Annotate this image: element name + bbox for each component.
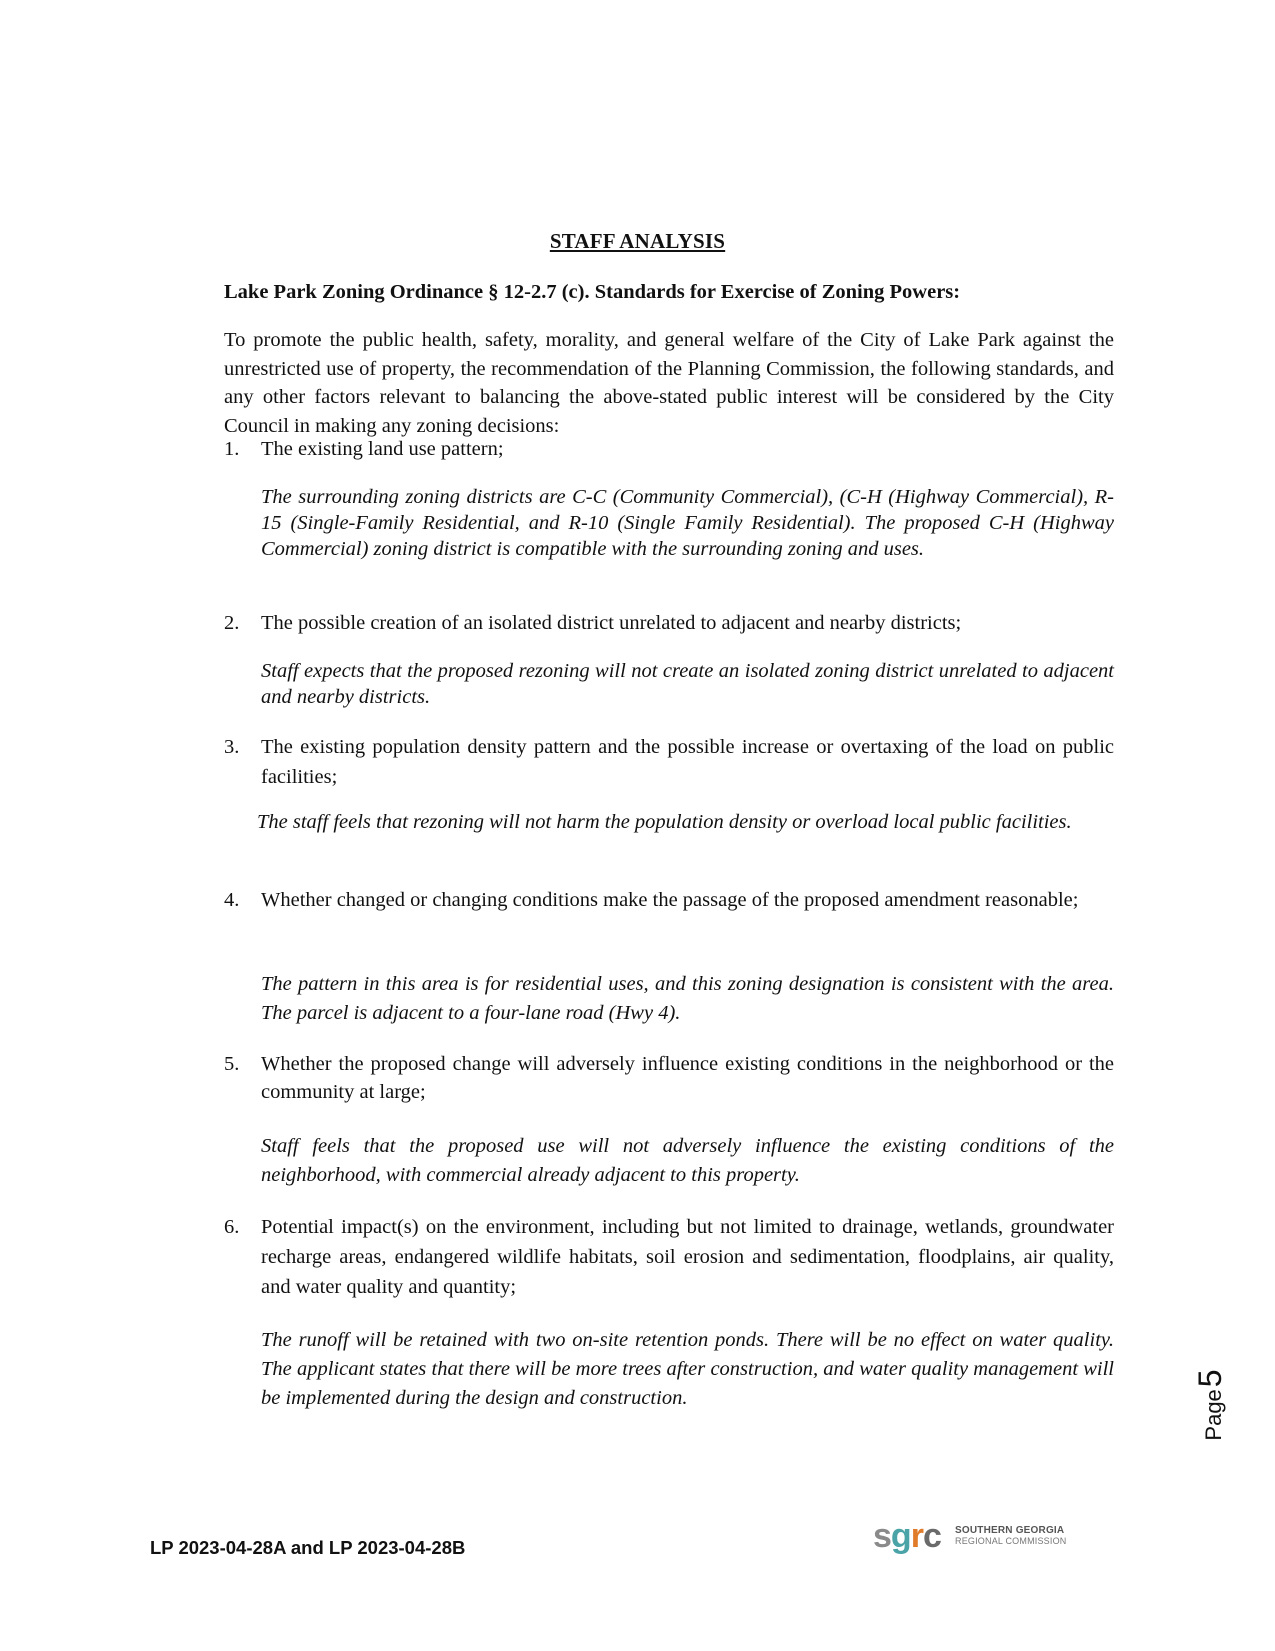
staff-response-4: The pattern in this area is for residential uses, and this zoning designation is consistent with the area. The parcel is adjacent to a four-lane road (Hwy 4).: [261, 973, 1114, 1024]
item-text: The existing population density pattern and the possible increase or overtaxing of the load on public facilities;: [261, 736, 1114, 788]
case-number-footer: LP 2023-04-28A and LP 2023-04-28B: [150, 1537, 466, 1558]
item-text: Potential impact(s) on the environment, including but not limited to drainage, wetlands, groundwater recharge areas, endangered wildlife habitats, soil erosion and sedimentation, floodplains, air quality, and water quality and quantity;: [261, 1216, 1114, 1298]
standard-item-6: [224, 1212, 1114, 1302]
item-number: 6.: [224, 1216, 240, 1238]
staff-response-3: The staff feels that rezoning will not harm the population density or overload local public facilities.: [257, 811, 1072, 833]
standard-item-5: [224, 1050, 1114, 1106]
item-text: Whether changed or changing conditions make the passage of the proposed amendment reasonable;: [261, 889, 1079, 911]
item-number: 2.: [224, 612, 240, 634]
sgrc-logo-icon: [873, 1515, 953, 1559]
item-text: Whether the proposed change will adversely influence existing conditions in the neighborhood or the community at large;: [261, 1053, 1114, 1103]
item-text: The possible creation of an isolated district unrelated to adjacent and nearby districts;: [261, 612, 962, 634]
standard-item-2: [224, 608, 1114, 638]
page-number-value: 5: [1192, 1369, 1228, 1388]
staff-response-2: Staff expects that the proposed rezoning will not create an isolated zoning district unrelated to adjacent and nearby districts.: [261, 660, 1114, 708]
page-word: Page: [1201, 1389, 1226, 1441]
staff-response-5: Staff feels that the proposed use will not adversely influence the existing conditions of the neighborhood, with commercial already adjacent to this property.: [261, 1135, 1114, 1186]
staff-response-6: The runoff will be retained with two on-site retention ponds. There will be no effect on water quality. The applicant states that there will be more trees after construction, and water quality management will be implemented during the design and construction.: [261, 1329, 1114, 1409]
item-text: The existing land use pattern;: [261, 438, 504, 460]
logo-line-2: REGIONAL COMMISSION: [955, 1536, 1067, 1546]
item-number: 5.: [224, 1053, 240, 1075]
standard-item-4: [224, 885, 1114, 915]
standard-item-3: [224, 732, 1114, 792]
item-number: 1.: [224, 438, 240, 460]
item-number: 3.: [224, 736, 240, 758]
intro-paragraph: To promote the public health, safety, morality, and general welfare of the City of Lake Park against the unrestricted use of property, the recommendation of the Planning Commission, the following standards, and any other factors relevant to balancing the above-stated public interest will be considered by the City Council in making any zoning decisions:: [224, 329, 1114, 437]
section-heading: Lake Park Zoning Ordinance § 12-2.7 (c). Standards for Exercise of Zoning Powers:: [224, 281, 961, 303]
logo-line-1: SOUTHERN GEORGIA: [955, 1525, 1065, 1536]
sgrc-logo: [873, 1515, 1073, 1559]
page-title: STAFF ANALYSIS: [549, 229, 726, 253]
standard-item-1: [224, 434, 1114, 464]
staff-response-1: The surrounding zoning districts are C-C (Community Commercial), (C-H (Highway Commercial), R-15 (Single-Family Residential, and R-10 (Single Family Residential). The proposed C-H (Highway Commercial) zoning district is compatible with the surrounding zoning and uses.: [261, 486, 1114, 560]
page-number: [1192, 1350, 1232, 1460]
logo-text: [955, 1525, 1066, 1547]
item-number: 4.: [224, 889, 240, 911]
svg-text:sgrc: sgrc: [873, 1517, 941, 1555]
